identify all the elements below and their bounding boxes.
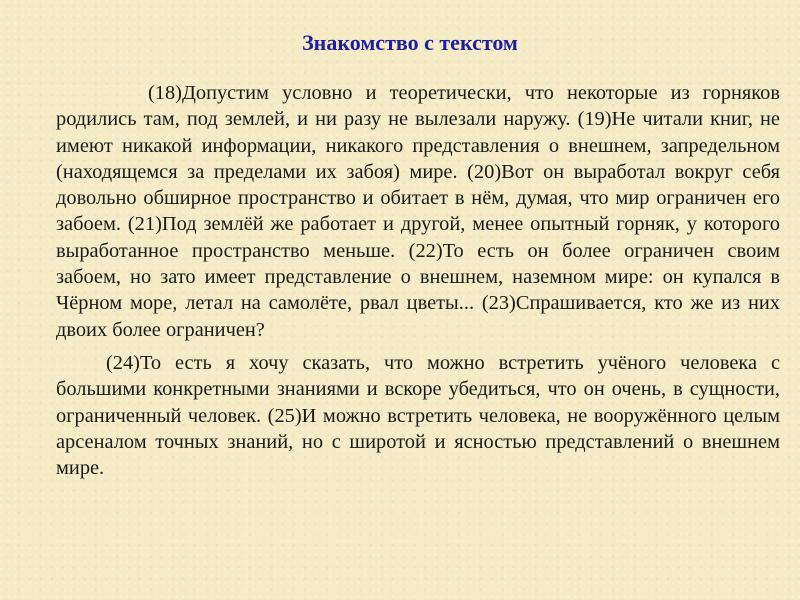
text-body [56,80,780,488]
paragraph-2: (24)То есть я хочу сказать, что можно встретить учёного человека с большими конкретными знаниями и вскоре убедиться, что он очень, в сущности, ограниченный человек. (25)И можно встретить человека, не вооружённого целым арсеналом точных знаний, но с широтой и ясностью представлений о внешнем мире. [56,351,780,480]
paragraph-1: (18)Допустим условно и теоретически, что некоторые из горняков родились там, под землей, и ни разу не вылезали наружу. (19)Не читали книг, не имеют никакой информации, никакого представления о внешнем, запредельном (находящемся за пределами их забоя) мире. (20)Вот он выработал вокруг себя довольно обширное пространство и обитает в нём, думая, что мир ограничен его забоем. (21)Под землёй же работает и другой, менее опытный горняк, у которого выработанное пространство меньше. (22)То есть он более ограничен своим забоем, но зато имеет представление о внешнем, наземном мире: он купался в Чёрном море, летал на самолёте, рвал цветы... (23)Спрашивается, кто же из них двоих более ограничен? [56,82,780,341]
slide-title: Знакомство с текстом [302,30,518,55]
